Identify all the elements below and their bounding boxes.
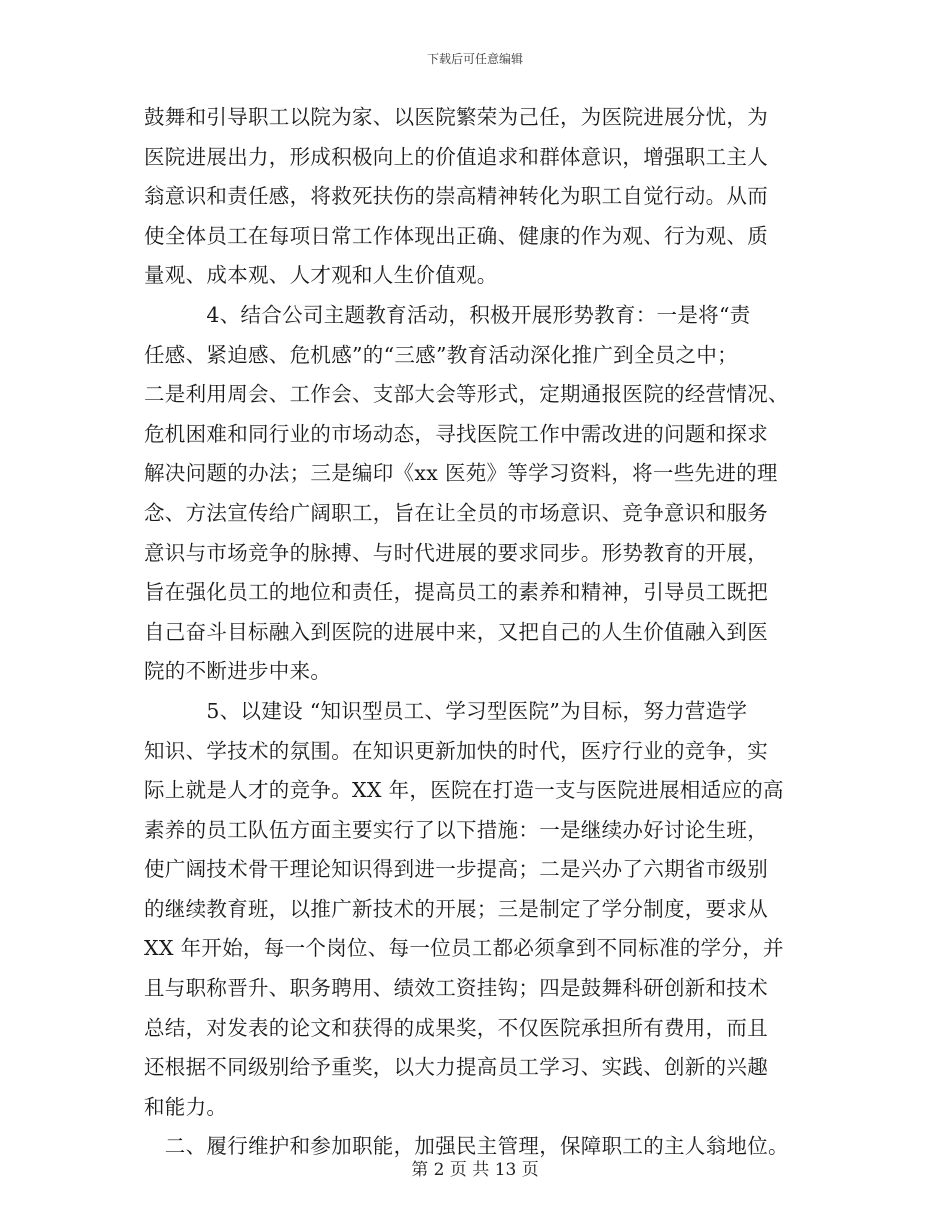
- text-line: 量观、成本观、人才观和人生价值观。: [144, 263, 498, 288]
- text-line: 5、以建设 “知识型员工、学习型医院”为目标，努力营造学: [144, 698, 748, 723]
- text-line: 意识与市场竞争的脉搏、与时代进展的要求同步。形势教育的开展，: [144, 540, 768, 565]
- text-line: 旨在强化员工的地位和责任，提高员工的素养和精神，引导员工既把: [144, 580, 768, 605]
- text-line: 和能力。: [144, 1094, 228, 1119]
- text-line: 鼓舞和引导职工以院为家、以医院繁荣为己任，为医院进展分忧，为: [144, 105, 768, 129]
- page-header-note: 下载后可任意编辑: [426, 52, 523, 66]
- text-line: 自己奋斗目标融入到医院的进展中来，又把自己的人生价值融入到医: [144, 619, 768, 644]
- page-number-footer: 第 2 页 共 13 页: [411, 1160, 539, 1180]
- text-line: 解决问题的办法；三是编印《xx 医苑》等学习资料，将一些先进的理: [144, 461, 778, 486]
- text-line: 二是利用周会、工作会、支部大会等形式，定期通报医院的经营情况、: [144, 382, 789, 407]
- text-line: 医院进展出力，形成积极向上的价值追求和群体意识，增强职工主人: [144, 144, 768, 169]
- text-line: 素养的员工队伍方面主要实行了以下措施：一是继续办好讨论生班，: [144, 817, 768, 842]
- text-line: 且与职称晋升、职务聘用、绩效工资挂钩；四是鼓舞科研创新和技术: [144, 976, 768, 1001]
- text-line: 的继续教育班，以推广新技术的开展；三是制定了学分制度，要求从: [144, 896, 768, 921]
- text-line: 际上就是人才的竞争。XX 年，医院在打造一支与医院进展相适应的高: [144, 778, 784, 803]
- text-line: 危机困难和同行业的市场动态，寻找医院工作中需改进的问题和探求: [144, 421, 768, 446]
- text-line: 使广阔技术骨干理论知识得到进一步提高；二是兴办了六期省市级别: [144, 857, 768, 882]
- text-line: 知识、学技术的氛围。在知识更新加快的时代，医疗行业的竞争，实: [144, 738, 768, 763]
- text-line: 使全体员工在每项日常工作体现出正确、健康的作为观、行为观、质: [144, 223, 768, 248]
- text-line: 总结，对发表的论文和获得的成果奖，不仅医院承担所有费用，而且: [144, 1015, 768, 1040]
- text-line: XX 年开始，每一个岗位、每一位员工都必须拿到不同标准的学分，并: [144, 936, 784, 961]
- text-line: 4、结合公司主题教育活动，积极开展形势教育：一是将“责: [144, 302, 751, 327]
- text-line: 念、方法宣传给广阔职工，旨在让全员的市场意识、竞争意识和服务: [144, 500, 768, 525]
- text-line: 二、履行维护和参加职能，加强民主管理，保障职工的主人翁地位。: [144, 1134, 789, 1159]
- text-line: 还根据不同级别给予重奖，以大力提高员工学习、实践、创新的兴趣: [144, 1055, 768, 1080]
- text-line: 任感、紧迫感、危机感”的“三感”教育活动深化推广到全员之中；: [144, 342, 738, 367]
- document-body: [144, 98, 824, 1167]
- text-line: 翁意识和责任感，将救死扶伤的崇高精神转化为职工自觉行动。从而: [144, 184, 768, 209]
- text-line: 院的不断进步中来。: [144, 659, 332, 684]
